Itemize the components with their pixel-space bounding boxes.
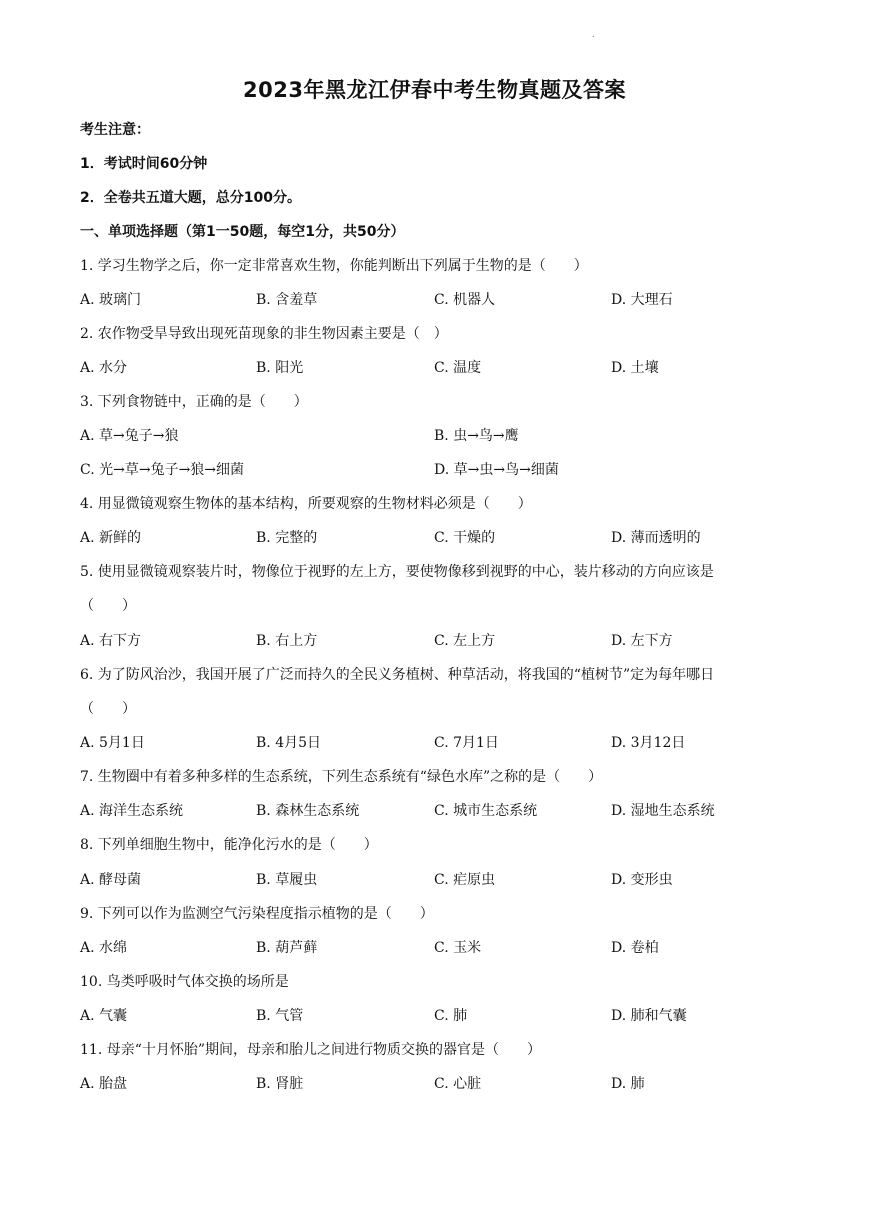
question-stem: 8. 下列单细胞生物中，能净化污水的是（ ）: [80, 837, 378, 853]
option-c: C. 心脏: [434, 1076, 482, 1092]
question-stem: 9. 下列可以作为监测空气污染程度指示植物的是（ ）: [80, 906, 434, 922]
option-a: A. 5月1日: [80, 735, 145, 751]
option-a: A. 水分: [80, 360, 128, 376]
option-d: D. 变形虫: [611, 872, 673, 888]
option-a: A. 水绵: [80, 940, 128, 956]
option-b: B. 肾脏: [256, 1076, 304, 1092]
question-stem-cont: （ ）: [80, 598, 136, 614]
option-d: D. 左下方: [611, 633, 673, 649]
option-b: B. 4月5日: [256, 735, 322, 751]
option-c: C. 温度: [434, 360, 482, 376]
option-a: A. 新鲜的: [80, 530, 142, 546]
option-d: D. 草→虫→鸟→细菌: [434, 462, 559, 478]
question-stem: 7. 生物圈中有着多种多样的生态系统，下列生态系统有“绿色水库”之称的是（ ）: [80, 769, 603, 785]
option-d: D. 肺: [611, 1076, 645, 1092]
option-b: B. 含羞草: [256, 292, 318, 308]
option-d: D. 肺和气囊: [611, 1008, 687, 1024]
option-a: A. 海洋生态系统: [80, 803, 184, 819]
option-d: D. 3月12日: [611, 735, 686, 751]
header-dot: .: [592, 30, 595, 39]
option-b: B. 虫→鸟→鹰: [434, 428, 519, 444]
option-b: B. 森林生态系统: [256, 803, 360, 819]
option-c: C. 光→草→兔子→狼→细菌: [80, 462, 245, 478]
option-b: B. 气管: [256, 1008, 304, 1024]
question-stem: 2. 农作物受旱导致出现死苗现象的非生物因素主要是（ ）: [80, 326, 448, 342]
option-a: A. 右下方: [80, 633, 142, 649]
question-stem: 1. 学习生物学之后，你一定非常喜欢生物，你能判断出下列属于生物的是（ ）: [80, 258, 588, 274]
option-d: D. 湿地生态系统: [611, 803, 715, 819]
option-c: C. 干燥的: [434, 530, 496, 546]
option-b: B. 草履虫: [256, 872, 318, 888]
option-a: A. 胎盘: [80, 1076, 128, 1092]
notice-item: 2．全卷共五道大题，总分100分。: [80, 190, 301, 206]
notice-heading: 考生注意：: [80, 122, 150, 138]
option-d: D. 大理石: [611, 292, 673, 308]
option-a: A. 酵母菌: [80, 872, 142, 888]
option-b: B. 右上方: [256, 633, 318, 649]
question-stem: 10. 鸟类呼吸时气体交换的场所是: [80, 974, 289, 990]
question-stem: 5. 使用显微镜观察装片时，物像位于视野的左上方，要使物像移到视野的中心，装片移动的方向应该是: [80, 564, 714, 580]
question-stem: 4. 用显微镜观察生物体的基本结构，所要观察的生物材料必须是（ ）: [80, 496, 532, 512]
option-c: C. 左上方: [434, 633, 496, 649]
option-b: B. 完整的: [256, 530, 318, 546]
page-title: 2023年黑龙江伊春中考生物真题及答案: [243, 78, 626, 102]
question-stem: 11. 母亲“十月怀胎”期间，母亲和胎儿之间进行物质交换的器官是（ ）: [80, 1042, 542, 1058]
option-d: D. 薄而透明的: [611, 530, 701, 546]
notice-item: 1．考试时间60分钟: [80, 156, 208, 172]
option-c: C. 7月1日: [434, 735, 499, 751]
option-b: B. 葫芦藓: [256, 940, 318, 956]
section-heading: 一、单项选择题（第1一50题，每空1分，共50分）: [80, 224, 405, 240]
option-d: D. 土壤: [611, 360, 659, 376]
option-a: A. 玻璃门: [80, 292, 142, 308]
option-c: C. 玉米: [434, 940, 482, 956]
option-c: C. 肺: [434, 1008, 468, 1024]
question-stem: 6. 为了防风治沙，我国开展了广泛而持久的全民义务植树、种草活动，将我国的“植树节”定为每年哪日: [80, 667, 715, 683]
question-stem-cont: （ ）: [80, 701, 136, 717]
option-a: A. 气囊: [80, 1008, 128, 1024]
question-stem: 3. 下列食物链中，正确的是（ ）: [80, 394, 308, 410]
option-b: B. 阳光: [256, 360, 304, 376]
option-d: D. 卷柏: [611, 940, 659, 956]
option-c: C. 疟原虫: [434, 872, 496, 888]
option-a: A. 草→兔子→狼: [80, 428, 179, 444]
option-c: C. 城市生态系统: [434, 803, 538, 819]
option-c: C. 机器人: [434, 292, 496, 308]
